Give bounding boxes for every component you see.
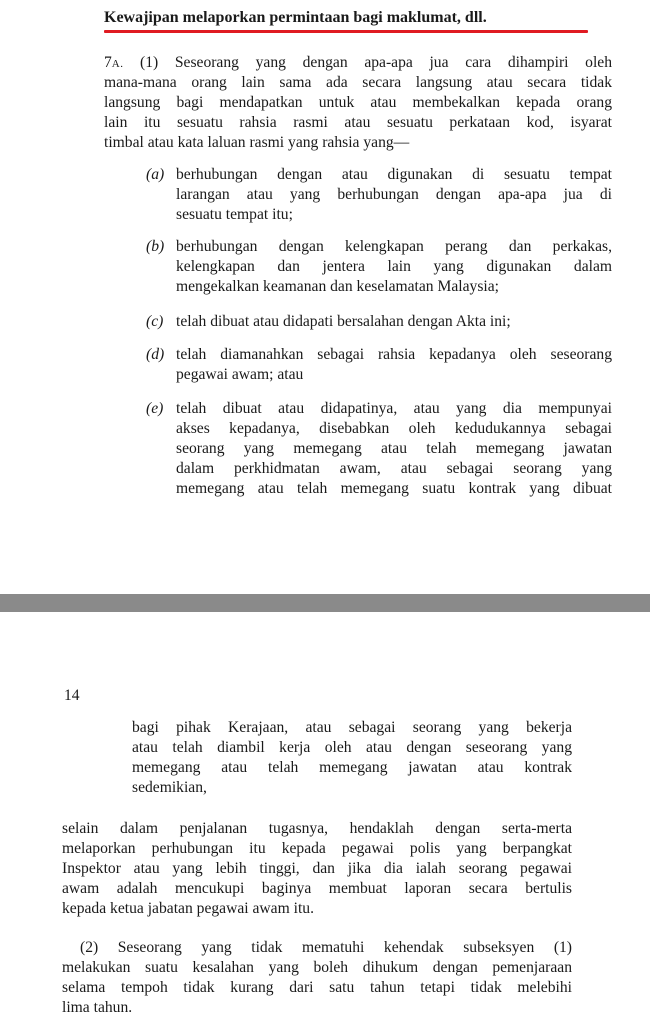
item-label: (b): [146, 238, 165, 255]
item-line: mengekalkan keamanan dan keselamatan Malaysia;: [176, 278, 499, 295]
item-label: (a): [146, 166, 165, 183]
page-separator: [0, 594, 650, 612]
item-line: telah diamanahkan sebagai rahsia kepadanya oleh seseorang: [176, 346, 612, 363]
continuation-line: sedemikian,: [132, 779, 207, 796]
item-line: berhubungan dengan kelengkapan perang dan perkakas,: [176, 238, 612, 255]
intro-line: mana-mana orang lain sama ada secara langsung atau secara tidak: [104, 74, 612, 91]
heading-red-underline: [104, 30, 588, 33]
subsection-2-line: (2) Seseorang yang tidak mematuhi kehendak subseksyen (1): [80, 939, 572, 956]
item-label: (e): [146, 400, 164, 417]
item-line: berhubungan dengan atau digunakan di sesuatu tempat: [176, 166, 612, 183]
intro-line: langsung bagi mendapatkan untuk atau membekalkan kepada orang: [104, 94, 612, 111]
item-line: memegang atau telah memegang suatu kontrak yang dibuat: [176, 480, 612, 497]
item-line: kelengkapan dan jentera lain yang digunakan dalam: [176, 258, 612, 275]
body-line: awam adalah mencukupi baginya membuat laporan secara bertulis: [62, 880, 572, 897]
body-line: kepada ketua jabatan pegawai awam itu.: [62, 900, 314, 917]
subsection-2-line: melakukan suatu kesalahan yang boleh dihukum dengan pemenjaraan: [62, 959, 572, 976]
item-label: (c): [146, 313, 164, 330]
lower-page: [0, 612, 650, 1024]
body-line: melaporkan perhubungan itu kepada pegawai polis yang berpangkat: [62, 840, 572, 857]
item-line: telah dibuat atau didapatinya, atau yang dia mempunyai: [176, 400, 612, 417]
item-line: seorang yang memegang atau telah memegang jawatan: [176, 440, 612, 457]
intro-line: (1) Seseorang yang dengan apa-apa jua cara dihampiri oleh: [140, 54, 612, 71]
item-line: larangan atau yang berhubungan dengan apa-apa jua di: [176, 186, 612, 203]
continuation-line: bagi pihak Kerajaan, atau sebagai seorang yang bekerja: [132, 719, 572, 736]
item-line: telah dibuat atau didapati bersalahan dengan Akta ini;: [176, 313, 511, 330]
section-number: 7A.: [104, 54, 124, 71]
item-label: (d): [146, 346, 165, 363]
intro-line: timbal atau kata laluan rasmi yang rahsia yang—: [104, 134, 410, 151]
section-heading: Kewajipan melaporkan permintaan bagi maklumat, dll.: [104, 9, 487, 26]
item-line: pegawai awam; atau: [176, 366, 304, 383]
subsection-2-line: selama tempoh tidak kurang dari satu tahun tetapi tidak melebihi: [62, 979, 572, 996]
subsection-2-line: lima tahun.: [62, 999, 133, 1016]
continuation-line: atau telah diambil kerja oleh atau dengan seseorang yang: [132, 739, 572, 756]
continuation-line: memegang atau telah memegang jawatan atau kontrak: [132, 759, 572, 776]
body-line: Inspektor atau yang lebih tinggi, dan jika dia ialah seorang pegawai: [62, 860, 572, 877]
page-number: 14: [64, 687, 80, 704]
item-line: dalam perkhidmatan awam, atau sebagai seorang yang: [176, 460, 612, 477]
item-line: sesuatu tempat itu;: [176, 206, 293, 223]
body-line: selain dalam penjalanan tugasnya, hendaklah dengan serta-merta: [62, 820, 572, 837]
intro-line: lain itu sesuatu rahsia rasmi atau sesuatu perkataan kod, isyarat: [104, 114, 612, 131]
item-line: akses kepadanya, disebabkan oleh kedudukannya sebagai: [176, 420, 612, 437]
